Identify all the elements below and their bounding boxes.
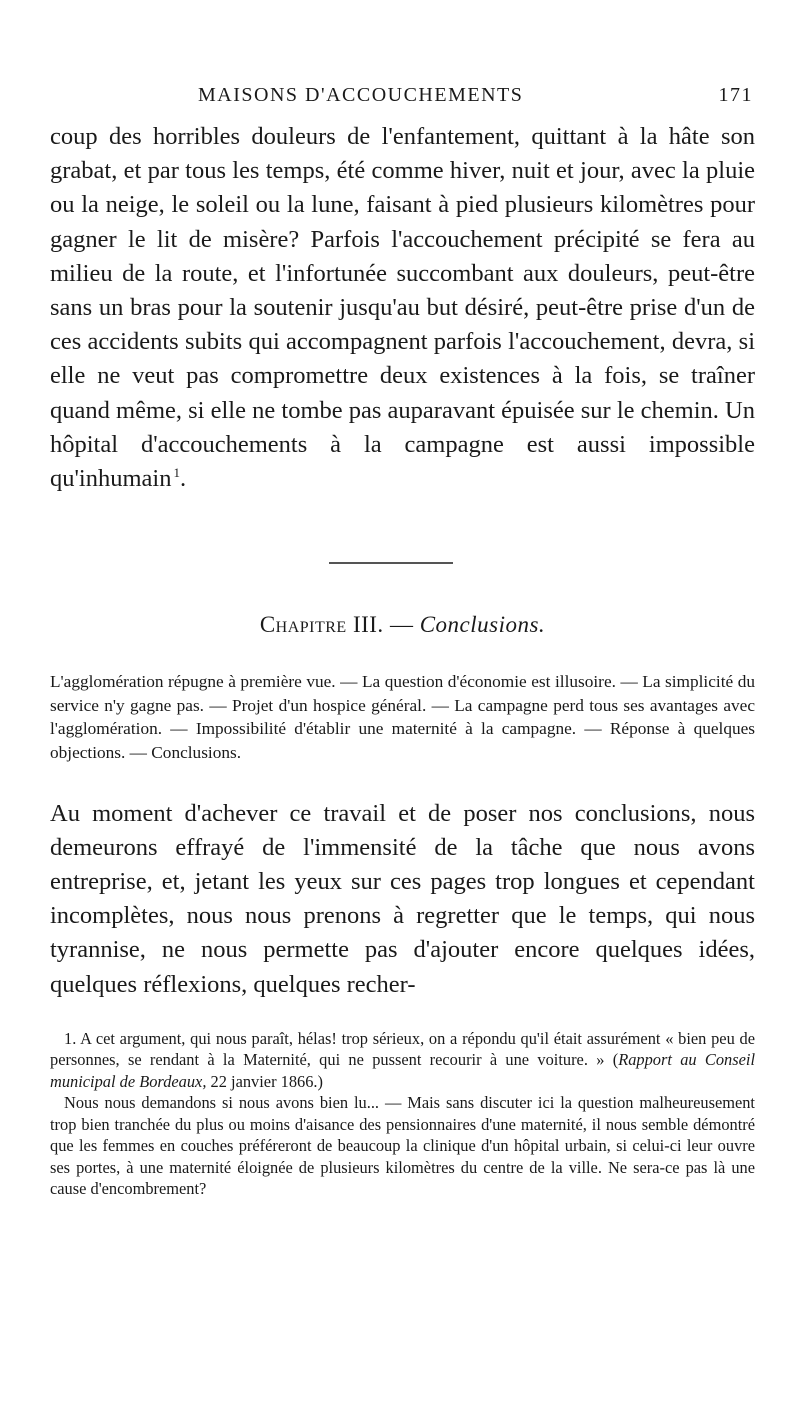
footnote-citation: Rapport au Conseil municipal de Bordeaux, <box>50 1050 755 1091</box>
footnote-continuation: Nous nous demandons si nous avons bien lu... — Mais sans discuter ici la question malheureusement trop bien tranchée du plus ou moins d'aisance des pensionnaires d'une maternité, il nous semble démontré que les femmes en couches préféreront de beaucoup la clinique d'un hôpital urbain, si celui-ci leur ouvre ses portes, à une maternité éloignée de plusieurs kilomètres du centre de la ville. Ne sera-ce pas là une cause d'encombrement? <box>50 1093 755 1199</box>
footnote-number: 1. <box>64 1028 77 1048</box>
footnote-1 <box>50 1028 755 1093</box>
book-page <box>50 0 755 1200</box>
paragraph-opening: Au moment d'achever ce travail et de poser nos conclusions, nous demeurons effrayé de l'immensité de la tâche que nous avons entreprise, et, jetant les yeux sur ces pages trop longues et cependant incomplètes, nous nous prenons à regretter que le temps, qui nous tyrannise, ne nous permette pas d'ajouter encore quelques idées, quelques réflexions, quelques recher- <box>50 799 755 998</box>
footnote-reference: 1 <box>173 464 181 480</box>
running-title: MAISONS D'ACCOUCHEMENTS <box>198 84 524 106</box>
footnote-text: A cet argument, qui nous paraît, hélas! trop sérieux, on a répondu qu'il était assurément « bien peu de personnes, se rendant à la Maternité, qui ne pussent recourir à une voiture. » ( <box>50 1028 755 1070</box>
chapter-heading <box>50 612 755 638</box>
footnotes <box>50 1028 755 1200</box>
chapter-label: Chapitre III. <box>259 612 384 638</box>
section-divider <box>329 562 453 564</box>
paragraph-end-punctuation: . <box>180 465 187 493</box>
chapter-summary: L'agglomération répugne à première vue. — La question d'économie est illusoire. — La simplicité du service n'y gagne pas. — Projet d'un hospice général. — La campagne perd tous ses avantages avec l'agglomération. — Impossibilité d'établir une maternité à la campagne. — Réponse à quelques objections. — Conclusions. <box>50 672 755 763</box>
paragraph-continuation <box>50 120 755 496</box>
running-header <box>50 84 755 118</box>
footnote-text-end: 22 janvier 1866.) <box>206 1071 323 1091</box>
chapter-separator: — <box>383 612 420 638</box>
page-number: 171 <box>718 84 753 106</box>
paragraph-text: coup des horribles douleurs de l'enfantement, quittant à la hâte son grabat, et par tous les temps, été comme hiver, nuit et jour, avec la pluie ou la neige, le soleil ou la lune, faisant à pied plusieurs kilomètres pour gagner le lit de misère? Parfois l'accouchement précipité se fera au milieu de la route, et l'infortunée succombant aux douleurs, peut-être sans un bras pour la soutenir jusqu'au but désiré, peut-être prise d'un de ces accidents subits qui accompagnent parfois l'accouchement, devra, si elle ne veut pas compromettre deux existences à la fois, se traîner quand même, si elle ne tombe pas auparavant épuisée sur le chemin. Un hôpital d'accouchements à la campagne est aussi impossible qu'inhumain <box>50 123 755 493</box>
chapter-title: Conclusions. <box>419 612 546 638</box>
